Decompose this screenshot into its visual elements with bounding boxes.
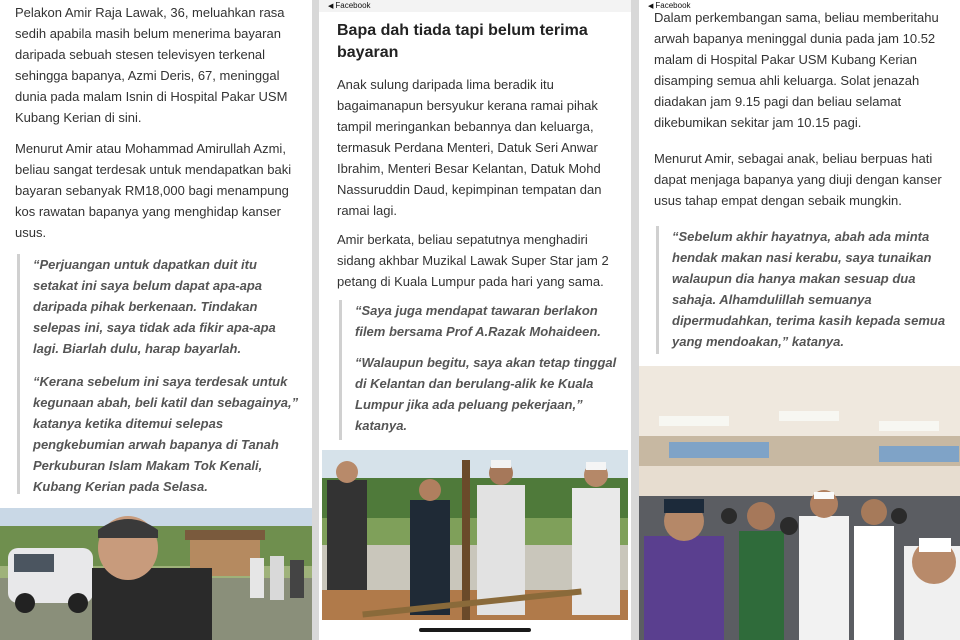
photo-interview bbox=[0, 508, 312, 640]
quote-paragraph-2: “Walaupun begitu, saya akan tetap tinggal di Kelantan dan berulang-alik ke Kuala Lumpur jika ada peluang pekerjaan,” katanya. bbox=[355, 355, 617, 433]
paragraph-2: Amir berkata, beliau sepatutnya menghadiri sidang akhbar Muzikal Lawak Super Star jam 2 petang di Kuala Lumpur pada hari yang sama. bbox=[337, 232, 609, 289]
photo-mosque-gathering bbox=[639, 366, 960, 640]
article-column-3 bbox=[639, 0, 960, 640]
back-to-facebook-link[interactable]: ◀ Facebook bbox=[648, 1, 691, 10]
article-column-1 bbox=[0, 0, 312, 640]
quote-paragraph-2: “Kerana sebelum ini saya terdesak untuk kegunaan abah, beli katil dan sebagainya,” katanya ketika ditemui selepas pengkebumian arwah bapanya di Tanah Perkuburan Islam Makam Tok Kenali, Kubang Kerian pada Selasa. bbox=[33, 374, 299, 494]
pull-quote bbox=[339, 300, 621, 440]
paragraph-1: Dalam perkembangan sama, beliau memberitahu arwah bapanya meninggal dunia pada jam 10.52 malam di Hospital Pakar USM Kubang Kerian disamping semua ahli keluarga. Solat jenazah diadakan jam 9.15 pagi dan beliau selamat dikebumikan sekitar jam 10.15 pagi. bbox=[654, 10, 939, 130]
quote-paragraph-1: “Sebelum akhir hayatnya, abah ada minta hendak makan nasi kerabu, saya tunaikan walaupun dia hanya makan sesuap dua sahaja. Alhamdulillah semuanya dipermudahkan, terima kasih kepada semua yang mendoakan,” katanya. bbox=[672, 229, 946, 349]
back-to-facebook-link[interactable]: ◀ Facebook bbox=[328, 1, 371, 10]
paragraph-2: Menurut Amir, sebagai anak, beliau berpuas hati dapat menjaga bapanya yang diuji dengan kanser usus tahap empat dengan sebaik mungkin. bbox=[654, 151, 942, 208]
chevron-left-icon: ◀ bbox=[648, 3, 654, 10]
article-column-2 bbox=[319, 0, 631, 640]
pull-quote bbox=[17, 254, 302, 494]
chevron-left-icon: ◀ bbox=[328, 3, 334, 10]
paragraph-2: Menurut Amir atau Mohammad Amirullah Azmi, beliau sangat terdesak untuk mendapatkan baki bayaran sebanyak RM18,000 bagi menampung kos rawatan bapanya yang menghidap kanser usus. bbox=[15, 141, 292, 240]
home-indicator bbox=[419, 628, 531, 632]
paragraph-1: Anak sulung daripada lima beradik itu bagaimanapun bersyukur kerana ramai pihak tampil meringankan bebannya dan keluarga, termasuk Perdana Menteri, Datuk Seri Anwar Ibrahim, Menteri Besar Kelantan, Datuk Mohd Nassuruddin Daud, kepimpinan tempatan dan ramai lagi. bbox=[337, 77, 602, 218]
pull-quote bbox=[656, 226, 956, 354]
quote-paragraph-1: “Perjuangan untuk dapatkan duit itu setakat ini saya belum dapat apa-apa daripada pihak berkenaan. Tindakan selepas ini, saya tidak ada fikir apa-apa lagi. Biarlah dulu, harap bayarlah. bbox=[33, 257, 276, 356]
photo-funeral-grave bbox=[322, 450, 628, 620]
quote-paragraph-1: “Saya juga mendapat tawaran berlakon filem bersama Prof A.Razak Mohaideen. bbox=[355, 303, 601, 339]
article-headline: Bapa dah tiada tapi belum terima bayaran bbox=[337, 22, 588, 61]
paragraph-1: Pelakon Amir Raja Lawak, 36, meluahkan rasa sedih apabila masih belum menerima bayaran daripada sebuah stesen televisyen terkenal sehingga bapanya, Azmi Deris, 67, meninggal dunia pada malam Isnin di Hospital Pakar USM Kubang Kerian di sini. bbox=[15, 5, 288, 125]
